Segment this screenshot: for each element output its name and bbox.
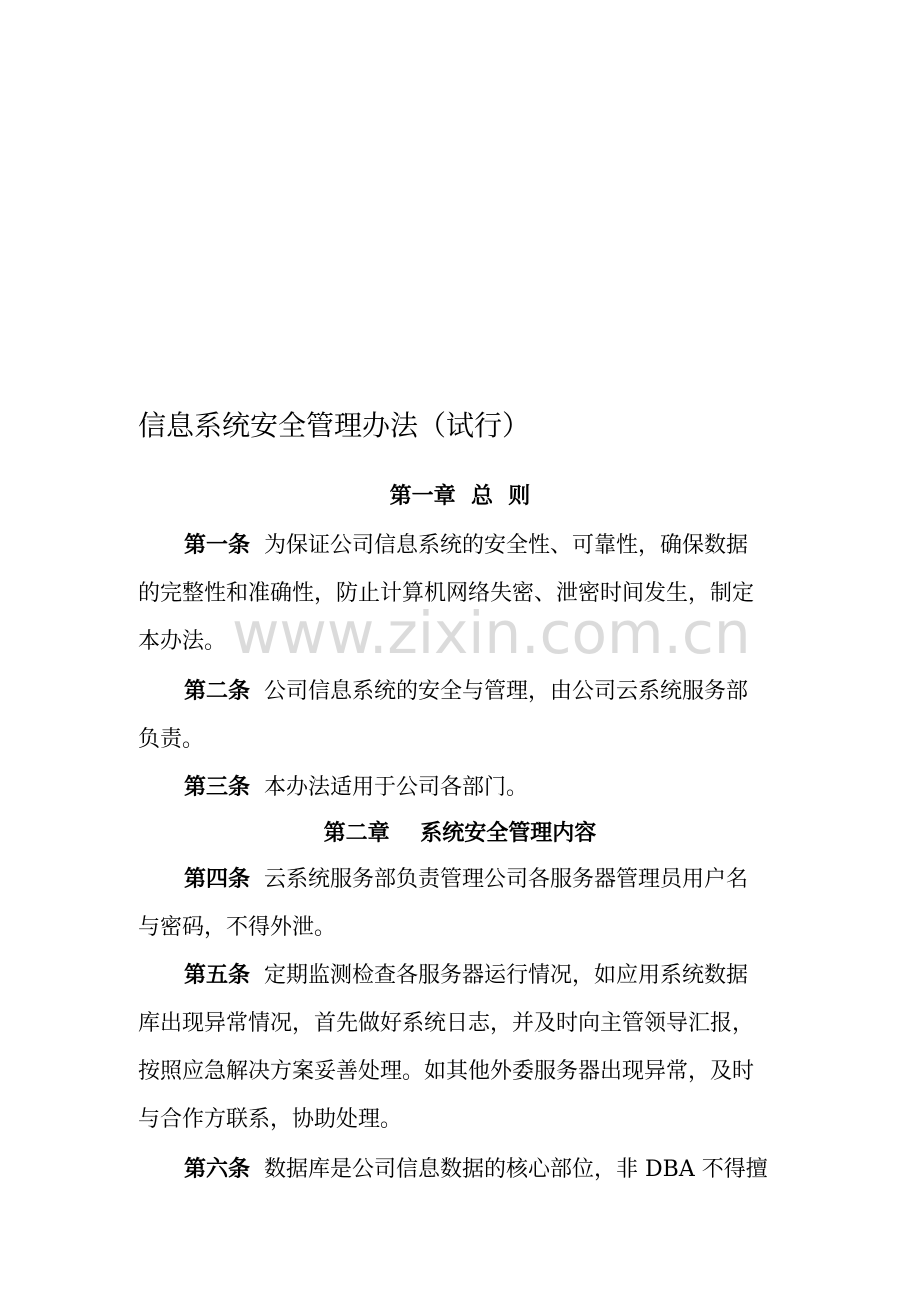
- watermark: www.zixin.com.cn: [232, 599, 751, 667]
- article-text: 的完整性和准确性，防止计算机网络失密、泄密时间发生，制定: [138, 581, 755, 606]
- article-text: 负责。: [138, 727, 205, 752]
- article-text: 与密码，不得外泄。: [138, 915, 337, 940]
- chapter-2-heading: 第二章 系统安全管理内容: [323, 821, 597, 846]
- article-1: [138, 522, 786, 666]
- article-text: 定期监测检查各服务器运行情况，如应用系统数据: [264, 963, 749, 988]
- document-title: 信息系统安全管理办法（试行）: [138, 409, 531, 442]
- article-line: [138, 764, 786, 812]
- article-text: 数据库是公司信息数据的核心部位，非 DBA 不得擅: [264, 1157, 768, 1182]
- article-line: [138, 668, 786, 716]
- article-label: 第四条: [184, 867, 251, 892]
- article-text: 为保证公司信息系统的安全性、可靠性，确保数据: [264, 533, 749, 558]
- article-text: 库出现异常情况，首先做好系统日志，并及时向主管领导汇报，: [138, 1011, 755, 1036]
- article-label: 第二条: [184, 679, 251, 704]
- article-text: 本办法。: [138, 629, 227, 654]
- article-line: [138, 1146, 786, 1194]
- article-label: 第三条: [184, 775, 251, 800]
- article-text: 按照应急解决方案妥善处理。如其他外委服务器出现异常，及时: [138, 1059, 755, 1084]
- article-label: 第五条: [184, 963, 251, 988]
- article-line: [138, 522, 786, 570]
- article-3: [138, 764, 786, 812]
- article-text: 本办法适用于公司各部门。: [264, 775, 529, 800]
- article-6: [138, 1146, 786, 1194]
- article-label: 第一条: [184, 533, 251, 558]
- article-5: [138, 952, 786, 1144]
- chapter-1-heading: 第一章 总 则: [389, 484, 531, 509]
- article-text: 云系统服务部负责管理公司各服务器管理员用户名: [264, 867, 749, 892]
- article-4: [138, 856, 786, 952]
- article-2: [138, 668, 786, 764]
- article-line: [138, 856, 786, 904]
- article-label: 第六条: [184, 1157, 251, 1182]
- article-line: [138, 952, 786, 1000]
- article-text: 与合作方联系，协助处理。: [138, 1107, 403, 1132]
- article-text: 公司信息系统的安全与管理，由公司云系统服务部: [264, 679, 749, 704]
